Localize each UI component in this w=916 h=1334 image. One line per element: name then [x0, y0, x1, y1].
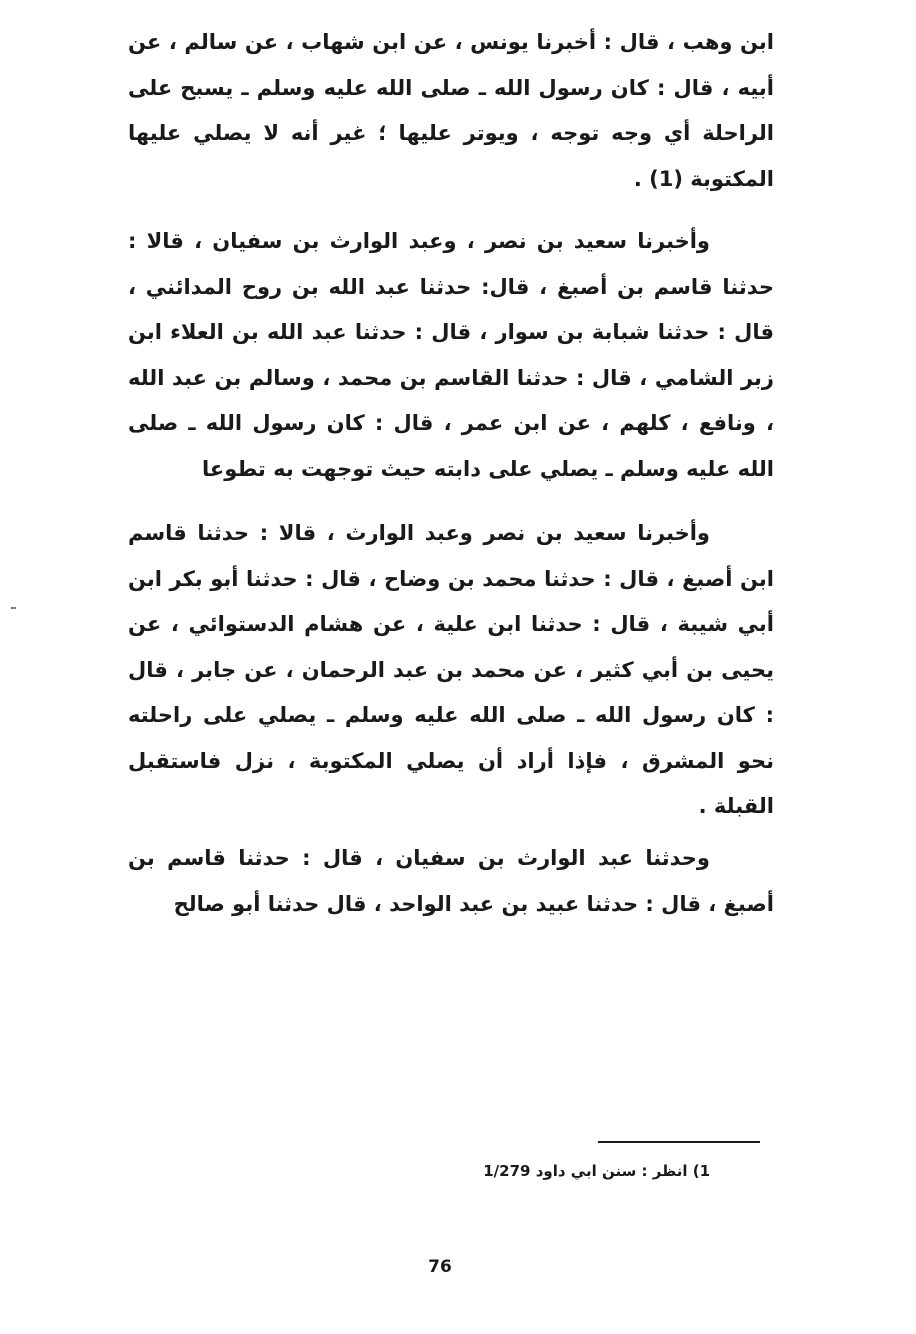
- footnote: 1) انظر : سنن ابي داود 1/279: [483, 1162, 710, 1180]
- page-number: 76: [428, 1257, 452, 1277]
- paragraph-3: [128, 511, 774, 830]
- paragraph-2: [128, 219, 774, 492]
- paragraph-4: [128, 836, 774, 927]
- paragraph-3-text: وأخبرنا سعيد بن نصر وعبد الوارث ، قالا : حدثنا قاسم ابن أصبغ ، قال : حدثنا محمد بن وضاح ، قال : حدثنا أبو بكر ابن أبي شيبة ، قال : حدثنا ابن علية ، عن هشام الدستوائي ، عن يحيى بن أبي كثير ، عن محمد بن عبد الرحمان ، عن جابر ، قال : كان رسول الله ـ صلى الله عليه وسلم ـ يصلي على راحلته نحو المشرق ، فإذا أراد أن يصلي المكتوبة ، نزل فاستقبل القبلة .: [128, 521, 774, 818]
- paragraph-1: [128, 20, 774, 202]
- paragraph-4-text: وحدثنا عبد الوارث بن سفيان ، قال : حدثنا قاسم بن أصبغ ، قال : حدثنا عبيد بن عبد الواحد ، قال حدثنا أبو صالح: [128, 846, 774, 916]
- footnote-divider: [598, 1141, 760, 1143]
- paragraph-2-text: وأخبرنا سعيد بن نصر ، وعبد الوارث بن سفيان ، قالا : حدثنا قاسم بن أصبغ ، قال: حدثنا عبد الله بن روح المدائني ، قال : حدثنا شبابة بن سوار ، قال : حدثنا عبد الله بن العلاء ابن زبر الشامي ، قال : حدثنا القاسم بن محمد ، وسالم بن عبد الله ، ونافع ، كلهم ، عن ابن عمر ، قال : كان رسول الله ـ صلى الله عليه وسلم ـ يصلي على دابته حيث توجهت به تطوعا: [128, 229, 774, 481]
- paragraph-1-text: ابن وهب ، قال : أخبرنا يونس ، عن ابن شهاب ، عن سالم ، عن أبيه ، قال : كان رسول الله ـ صلى الله عليه وسلم ـ يسبح على الراحلة أي وجه توجه ، ويوتر عليها ؛ غير أنه لا يصلي عليها المكتوبة (1) .: [128, 30, 774, 191]
- scan-speck: [11, 607, 16, 609]
